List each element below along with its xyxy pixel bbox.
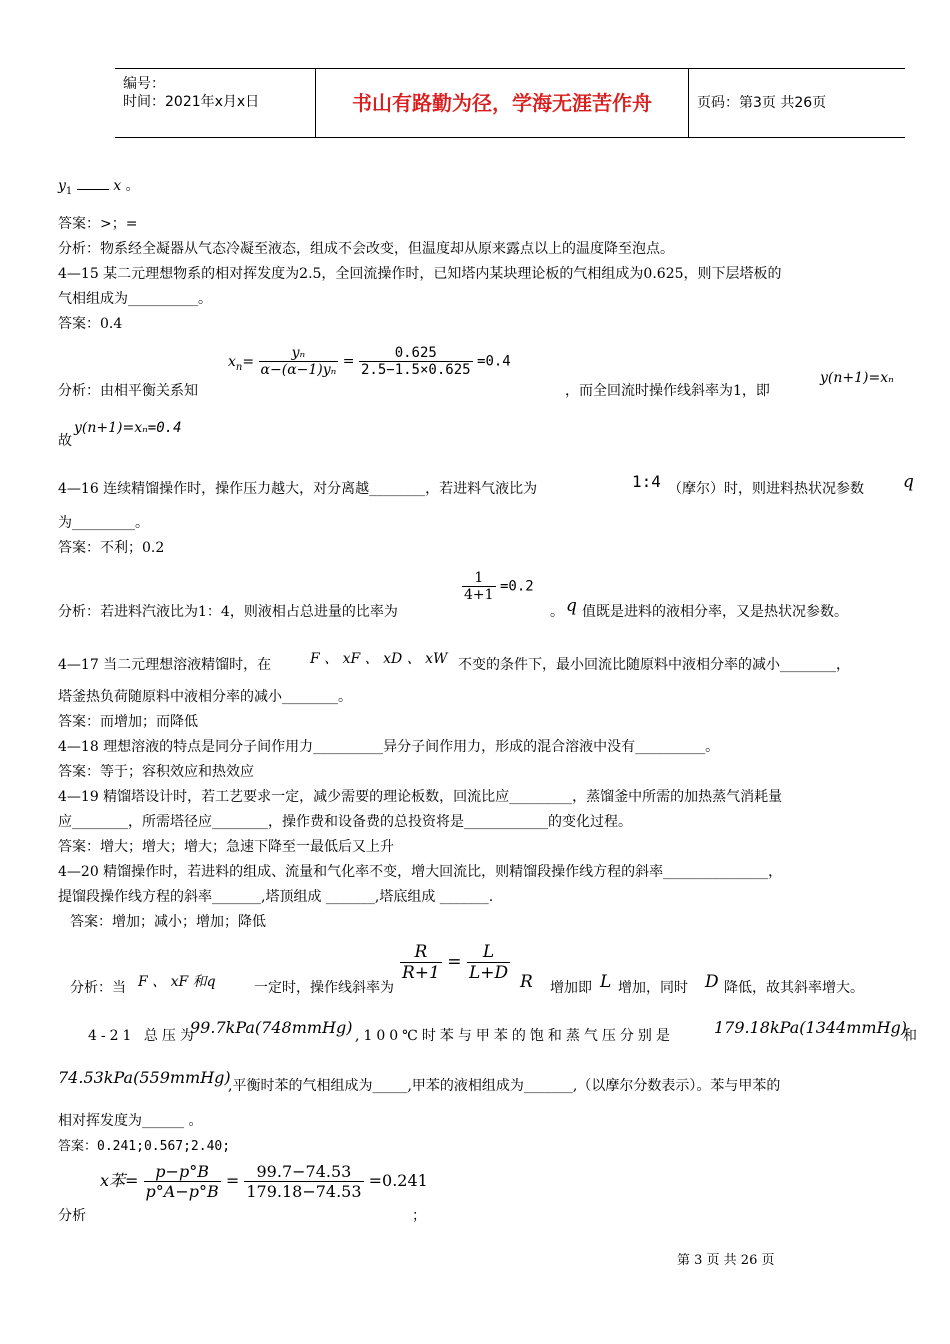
line-17: 答案：等于；容积效应和热效应 — [58, 764, 254, 780]
line-12c: 值既是进料的液相分率，又是热状况参数。 — [582, 604, 848, 620]
line-26: ,平衡时苯的气相组成为_____,甲苯的液相组成为_______,（以摩尔分数表示）。苯与甲苯的 — [228, 1078, 781, 1094]
line-12b: 。 — [550, 604, 564, 620]
line-9c: （摩尔）时，则进料热状况参数 — [668, 481, 864, 497]
line-13b: 不变的条件下，最小回流比随原料中液相分率的减小________， — [458, 657, 850, 673]
line-12a: 分析：若进料汽液比为1：4，则液相占总进量的比率为 — [58, 604, 398, 620]
time-label: 时间：2021年x月x日 — [123, 94, 260, 110]
line-3: 分析：物系经全凝器从气态冷凝至液态，组成不会改变，但温度却从原来露点以上的温度降至泡点。 — [58, 241, 674, 257]
line-14: 塔釜热负荷随原料中液相分率的减小________。 — [58, 689, 352, 705]
p-toluene: 74.53kPa(559mmHg) — [58, 1068, 231, 1087]
line-25b: ,100℃时苯与甲苯的饱和蒸气压分别是 — [355, 1028, 674, 1044]
eq-full-2: y(n+1)=xₙ=0.4 — [74, 420, 182, 436]
line-2: 答案：>；= — [58, 216, 138, 232]
line-8: 故 — [58, 433, 72, 449]
page-header — [115, 68, 905, 138]
line-25c: 和 — [903, 1028, 917, 1044]
line-18: 4—19 精馏塔设计时，若工艺要求一定，减少需要的理论板数，回流比应_________，蒸馏釜中所需的加热蒸气消耗量 — [58, 789, 783, 805]
formula-ratio: $\frac{1}{4+1}$ =0.2 — [464, 570, 534, 603]
semicolon: ； — [412, 1208, 426, 1224]
line-27: 相对挥发度为______ 。 — [58, 1113, 203, 1129]
q-symbol-2: q — [566, 596, 577, 616]
line-10: 为_________。 — [58, 515, 149, 531]
d-symbol: D — [705, 972, 719, 992]
line-19: 应________，所需塔径应________，操作费和设备费的总投资将是____________的变化过程。 — [58, 814, 632, 830]
line-15: 答案：而增加；而降低 — [58, 714, 198, 730]
formula-benzene: x苯= $\frac{p-p^\circ B}{p^\circ A-p^\circ B}$ = $\frac{99.7-74.53}{179.18-74.53}$ =0.241 — [100, 1162, 428, 1201]
line-7b: ，而全回流时操作线斜率为1，即 — [565, 383, 770, 399]
vars-2: F 、 xF 和q — [138, 974, 216, 990]
number-label: 编号： — [123, 76, 165, 92]
r-symbol: R — [520, 972, 533, 992]
line-23: 答案：增加；减小；增加；降低 — [70, 914, 266, 930]
header-meta — [115, 69, 316, 137]
ratio: 1:4 — [632, 472, 661, 491]
line-13a: 4—17 当二元理想溶液精馏时，在 — [58, 657, 272, 673]
formula-alpha: $x_n=$ $\frac{\text{yₙ}}{\text{α−(α−1)yₙ}}$ = $\frac{0.625}{2.5-1.5\times 0.625}$ =0.4 — [228, 345, 511, 378]
l-symbol: L — [600, 972, 612, 992]
line-24e: 降低，故其斜率增大。 — [724, 980, 864, 996]
line-1: $y_1$ x 。 — [58, 178, 140, 197]
line-24d: 增加，同时 — [618, 980, 688, 996]
line-7a: 分析：由相平衡关系知 — [58, 383, 198, 399]
q-symbol-1: q — [903, 472, 914, 492]
page-label: 页码：第3页 共26页 — [697, 95, 827, 111]
line-16: 4—18 理想溶液的特点是同分子间作用力__________异分子间作用力，形成的混合溶液中没有__________。 — [58, 739, 720, 755]
p-benzene: 179.18kPa(1344mmHg) — [714, 1018, 908, 1037]
line-28: 答案：0.241;0.567;2.40; — [58, 1139, 231, 1154]
line-21: 4—20 精馏操作时，若进料的组成、流量和气化率不变，增大回流比，则精馏段操作线方程的斜率_______________， — [58, 864, 783, 880]
line-5: 气相组成为__________。 — [58, 291, 212, 307]
line-9a: 4—16 连续精馏操作时，操作压力越大，对分离越________，若进料气液比为 — [58, 481, 538, 497]
eq-full-1: y(n+1)=xₙ — [820, 370, 894, 386]
line-6: 答案：0.4 — [58, 316, 123, 332]
line-25a: 4-21 总压为 — [88, 1028, 198, 1044]
line-11: 答案：不利；0.2 — [58, 540, 165, 556]
line-29: 分析 — [58, 1208, 86, 1224]
line-4: 4—15 某二元理想物系的相对挥发度为2.5，全回流操作时，已知塔内某块理论板的气相组成为0.625，则下层塔板的 — [58, 266, 782, 282]
vars-1: F 、 xF 、 xD 、 xW — [310, 651, 448, 667]
line-24a: 分析：当 — [70, 980, 126, 996]
line-24c: 增加即 — [550, 980, 592, 996]
line-24b: 一定时，操作线斜率为 — [254, 980, 394, 996]
p-total: 99.7kPa(748mmHg) — [190, 1018, 353, 1037]
formula-slope: $\frac{R}{R+1}$ = $\frac{L}{L+D}$ — [402, 942, 509, 983]
line-22: 提馏段操作线方程的斜率_______,塔顶组成 _______,塔底组成 _______. — [58, 889, 494, 905]
line-20: 答案：增大；增大；增大；急速下降至一最低后又上升 — [58, 839, 394, 855]
motto: 书山有路勤为径，学海无涯苦作舟 — [316, 69, 689, 137]
page-footer: 第 3 页 共 26 页 — [677, 1253, 775, 1268]
